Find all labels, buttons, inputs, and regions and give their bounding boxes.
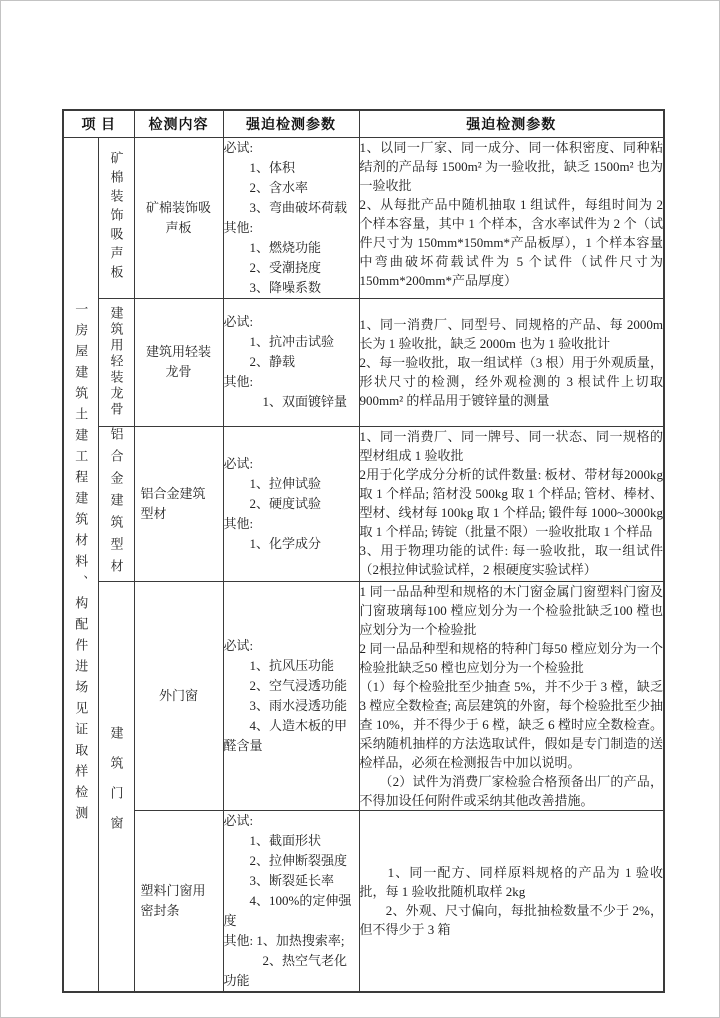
sampling-rules: 1、同一消费厂、同一牌号、同一状态、同一规格的型材组成 1 验收批 2用于化学成分分析的试件数量: 板材、带材每2000kg取 1 个样品; 箔材没 500kg 取 1 个样品; 管材、棒材、型材、线材每 100kg 取 1 个样品; 锻件每 1000~3000kg取 1 个样品; 铸锭（批量不限）一验收批取 1 个样品 3、用于物理功能的试件: 每一验收批，取一组试件（2根拉伸试验试样，2 根硬度实验试样） — [359, 426, 664, 581]
sampling-rules: 1 同一品品种型和规格的木门窗金属门窗塑料门窗及门窗玻璃每100 樘应划分为一个检验批缺乏100 樘也应划分为一个检验批 2 同一品品种型和规格的特种门每50 樘应划分为一个检验批缺乏50 樘也应划分为一个检验批 （1）每个检验批至少抽查 5%，并不少于 3 樘，缺乏 3 樘应全数检查; 高层建筑的外窗，每个检验批至少抽查 10%，并不得少于 6 樘，缺乏 6 樘时应全数检查。采纳随机抽样的方法选取试件，假如是专门制造的送检样品，必须在检测报告中加以说明。 （2）试件为消费厂家检验合格预备出厂的产品，不得加设任何附件或采纳其他改善措施。 — [359, 581, 664, 810]
required-params: 必试: 1、体积 2、含水率 3、弯曲破坏荷载 其他: 1、燃烧功能 2、受潮挠度 3、降噪系数 — [223, 137, 359, 298]
subcategory-cell — [98, 426, 134, 581]
test-content: 矿棉装饰吸 声板 — [134, 137, 223, 298]
subcategory-label: 建筑用轻装龙骨 — [108, 306, 124, 418]
sampling-rules: 1、同一消费厂、同型号、同规格的产品、每 2000m 长为 1 验收批，缺乏 2000m 也为 1 验收批计 2、每一验收批，取一组试样（3 根）用于外观质量，形状尺寸的检测，经外观检测的 3 根试件上切取 900mm² 的样品用于镀锌量的测量 — [359, 298, 664, 426]
subcategory-cell — [98, 137, 134, 298]
table-row — [63, 298, 664, 426]
sampling-rules: 1、以同一厂家、同一成分、同一体积密度、同种粘结剂的产品每 1500m² 为一验收批，缺乏 1500m² 也为一验收批 2、从每批产品中随机抽取 1 组试件，每组时间为 2 个样本容量，其中 1 个样本，含水率试件为 2 个（试件尺寸为 150mm*150mm*产品板厚），1 个样本容量中弯曲破坏荷载试件为 5 个试件（试件尺寸为 150mm*200mm*产品厚度） — [359, 137, 664, 298]
required-params: 必试: 1、拉伸试验 2、硬度试验 其他: 1、化学成分 — [223, 426, 359, 581]
required-params: 必试: 1、截面形状 2、拉伸断裂强度 3、断裂延长率 4、100%的定伸强度 其他: 1、加热搜索率; 2、热空气老化功能 — [223, 810, 359, 992]
test-content: 外门窗 — [134, 581, 223, 810]
test-content: 铝合金建筑 型材 — [134, 426, 223, 581]
table-row — [63, 810, 664, 992]
subcategory-label: 建筑门窗 — [108, 726, 124, 846]
required-params: 必试: 1、抗冲击试验 2、静载 其他: 1、双面镀锌量 — [223, 298, 359, 426]
header-test-content: 检测内容 — [134, 110, 223, 137]
subcategory-cell — [98, 581, 134, 992]
header-forced-params: 强迫检测参数 — [223, 110, 359, 137]
test-content: 塑料门窗用 密封条 — [134, 810, 223, 992]
required-params: 必试: 1、抗风压功能 2、空气浸透功能 3、雨水浸透功能 4、人造木板的甲醛含量 — [223, 581, 359, 810]
subcategory-label: 铝合金建筑型材 — [108, 426, 124, 581]
category-label: 一房屋建筑土建工程建筑材料、构配件进场见证取样检测 — [73, 301, 89, 827]
table-header-row — [63, 110, 664, 137]
header-project: 项 目 — [63, 110, 134, 137]
sampling-rules: 1、同一配方、同样原料规格的产品为 1 验收批，每 1 验收批随机取样 2kg 2、外观、尺寸偏向，每批抽检数量不少于 2%，但不得少于 3 箱 — [359, 810, 664, 992]
subcategory-label: 矿棉装饰吸声板 — [108, 151, 124, 284]
header-forced-params-2: 强迫检测参数 — [359, 110, 664, 137]
table-row — [63, 581, 664, 810]
table-row — [63, 137, 664, 298]
category-cell — [63, 137, 98, 992]
subcategory-cell — [98, 298, 134, 426]
inspection-sampling-table — [62, 109, 665, 993]
table-row — [63, 426, 664, 581]
test-content: 建筑用轻装 龙骨 — [134, 298, 223, 426]
